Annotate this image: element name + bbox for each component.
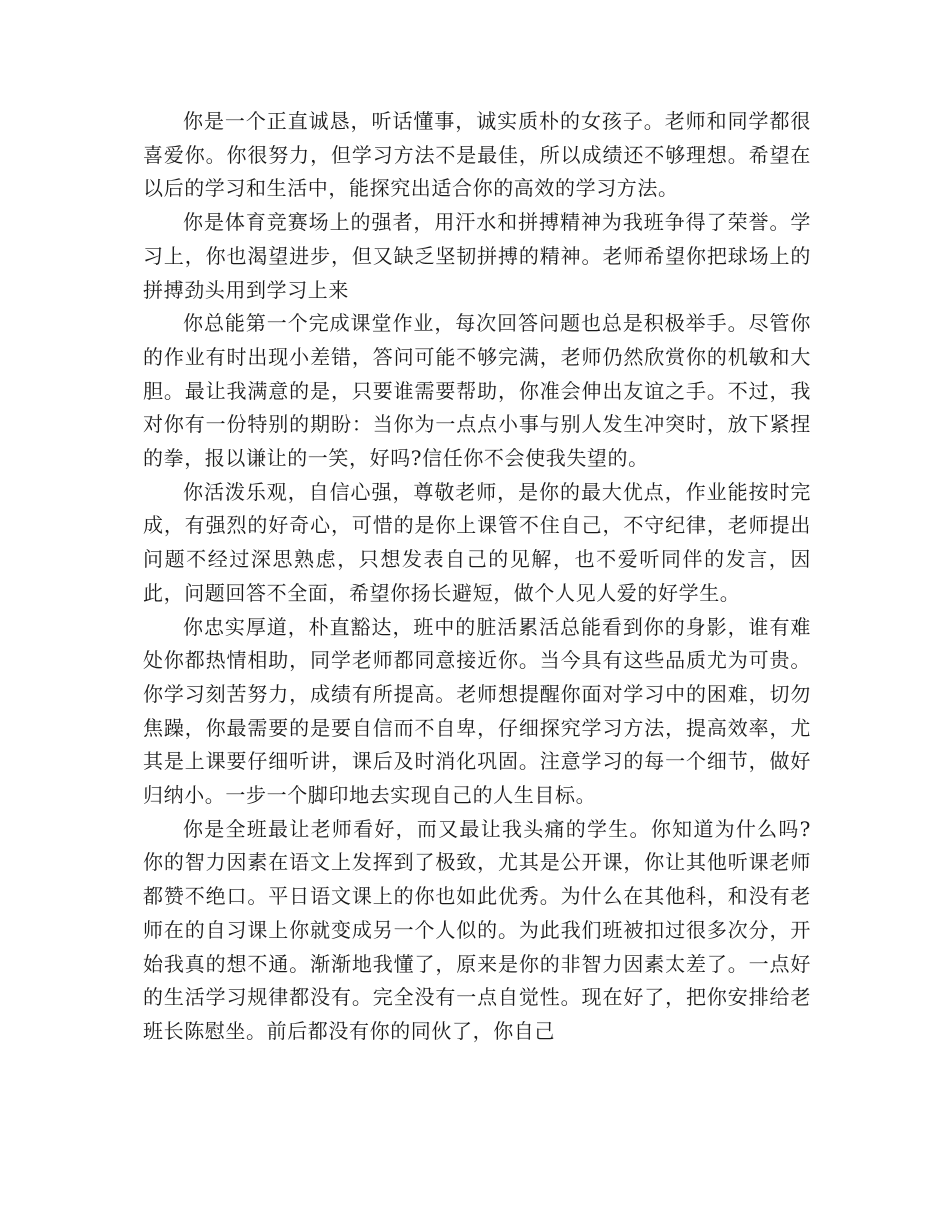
comment-paragraph-1: 你是一个正直诚恳，听话懂事，诚实质朴的女孩子。老师和同学都很喜爱你。你很努力，但学习方法不是最佳，所以成绩还不够理想。希望在以后的学习和生活中，能探究出适合你的高效的学习方法。: [143, 109, 811, 201]
comment-paragraph-4: 你活泼乐观，自信心强，尊敬老师，是你的最大优点，作业能按时完成，有强烈的好奇心，可惜的是你上课管不住自己，不守纪律，老师提出问题不经过深思熟虑，只想发表自己的见解，也不爱听同伴的发言，因此，问题回答不全面，希望你扬长避短，做个人见人爱的好学生。: [143, 479, 811, 605]
comment-paragraph-6: 你是全班最让老师看好，而又最让我头痛的学生。你知道为什么吗?你的智力因素在语文上发挥到了极致，尤其是公开课，你让其他听课老师都赞不绝口。平日语文课上的你也如此优秀。为什么在其他科，和没有老师在的自习课上你就变成另一个人似的。为此我们班被扣过很多次分，开始我真的想不通。渐渐地我懂了，原来是你的非智力因素太差了。一点好的生活学习规律都没有。完全没有一点自觉性。现在好了，把你安排给老班长陈慰坐。前后都没有你的同伙了，你自己: [143, 816, 811, 1043]
comment-paragraph-2: 你是体育竞赛场上的强者，用汗水和拼搏精神为我班争得了荣誉。学习上，你也渴望进步，但又缺乏坚韧拼搏的精神。老师希望你把球场上的拼搏劲头用到学习上来: [143, 210, 811, 302]
document-body: [143, 105, 811, 1049]
comment-paragraph-5: 你忠实厚道，朴直豁达，班中的脏活累活总能看到你的身影，谁有难处你都热情相助，同学老师都同意接近你。当今具有这些品质尤为可贵。你学习刻苦努力，成绩有所提高。老师想提醒你面对学习中的困难，切勿焦躁，你最需要的是要自信而不自卑，仔细探究学习方法，提高效率，尤其是上课要仔细听讲，课后及时消化巩固。注意学习的每一个细节，做好归纳小。一步一个脚印地去实现自己的人生目标。: [143, 614, 811, 808]
comment-paragraph-3: 你总能第一个完成课堂作业，每次回答问题也总是积极举手。尽管你的作业有时出现小差错，答问可能不够完满，老师仍然欣赏你的机敏和大胆。最让我满意的是，只要谁需要帮助，你准会伸出友谊之手。不过，我对你有一份特别的期盼：当你为一点点小事与别人发生冲突时，放下紧捏的拳，报以谦让的一笑，好吗?信任你不会使我失望的。: [143, 311, 811, 471]
